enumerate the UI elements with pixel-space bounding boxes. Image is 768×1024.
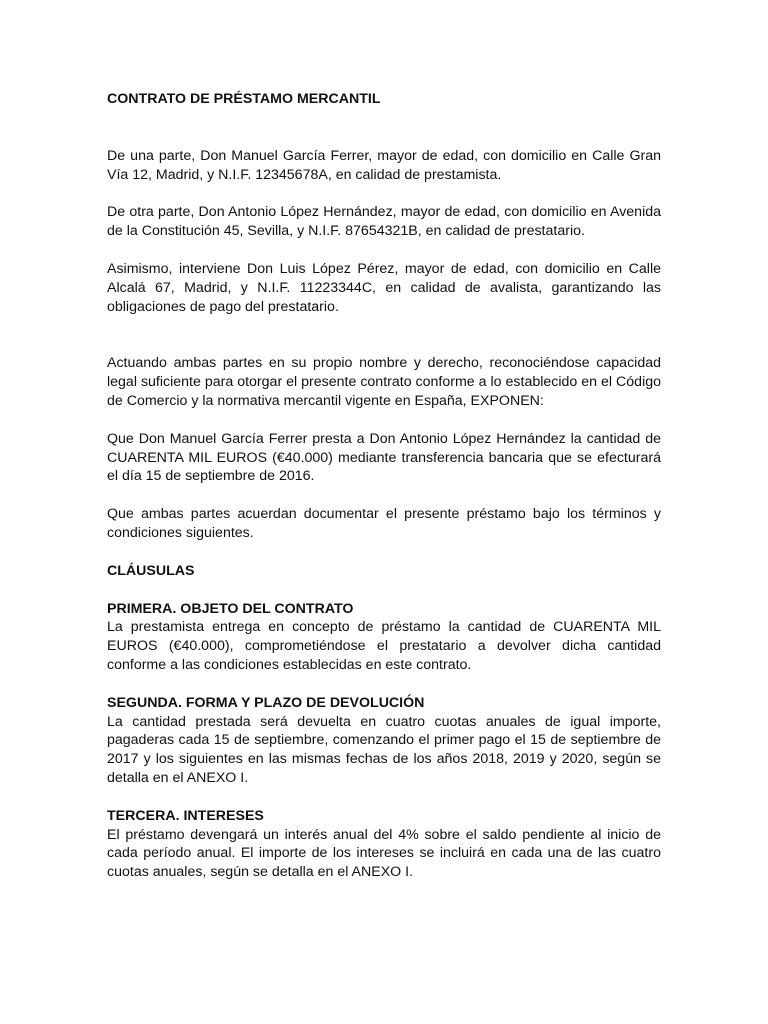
- clause-primera: [107, 600, 661, 675]
- exponen-intro-paragraph: Actuando ambas partes en su propio nombre y derecho, reconociéndose capacidad legal suficiente para otorgar el presente contrato conforme a lo establecido en el Código de Comercio y la normativa mercantil vigente en España, EXPONEN:: [107, 355, 661, 409]
- clause-body: El préstamo devengará un interés anual del 4% sobre el saldo pendiente al inicio de cada período anual. El importe de los intereses se incluirá en cada una de las cuatro cuotas anuales, según se detalla en el ANEXO I.: [107, 826, 661, 881]
- clause-body: La prestamista entrega en concepto de préstamo la cantidad de CUARENTA MIL EUROS (€40.000), comprometiéndose el prestatario a devolver dicha cantidad conforme a las condiciones establecidas en este contrato.: [107, 619, 661, 673]
- clause-body: La cantidad prestada será devuelta en cuatro cuotas anuales de igual importe, pagaderas cada 15 de septiembre, comenzando el primer pago el 15 de septiembre de 2017 y los siguientes en las mismas fechas de los años 2018, 2019 y 2020, según se detalla en el ANEXO I.: [107, 713, 661, 786]
- clausulas-heading: CLÁUSULAS: [107, 562, 195, 579]
- party-guarantor-paragraph: Asimismo, interviene Don Luis López Pérez, mayor de edad, con domicilio en Calle Alcalá 67, Madrid, y N.I.F. 11223344C, en calidad de avalista, garantizando las obligaciones de pago del prestatario.: [107, 260, 661, 315]
- party-borrower-paragraph: De otra parte, Don Antonio López Hernández, mayor de edad, con domicilio en Avenida de la Constitución 45, Sevilla, y N.I.F. 87654321B, en calidad de prestatario.: [107, 204, 661, 240]
- exponen-loan-paragraph: Que Don Manuel García Ferrer presta a Don Antonio López Hernández la cantidad de CUARENTA MIL EUROS (€40.000) mediante transferencia bancaria que se efecturará el día 15 de septiembre de 2016.: [107, 430, 661, 485]
- clause-title: SEGUNDA. FORMA Y PLAZO DE DEVOLUCIÓN: [107, 694, 425, 711]
- clause-segunda: [107, 694, 661, 788]
- document-page: [107, 90, 661, 901]
- clause-title: PRIMERA. OBJETO DEL CONTRATO: [107, 600, 354, 617]
- clause-title: TERCERA. INTERESES: [107, 807, 264, 824]
- clause-tercera: [107, 807, 661, 882]
- exponen-agreement-paragraph: Que ambas partes acuerdan documentar el presente préstamo bajo los términos y condiciones siguientes.: [107, 506, 661, 541]
- document-title: CONTRATO DE PRÉSTAMO MERCANTIL: [107, 91, 381, 107]
- party-lender-paragraph: De una parte, Don Manuel García Ferrer, mayor de edad, con domicilio en Calle Gran Vía 12, Madrid, y N.I.F. 12345678A, en calidad de prestamista.: [107, 147, 661, 183]
